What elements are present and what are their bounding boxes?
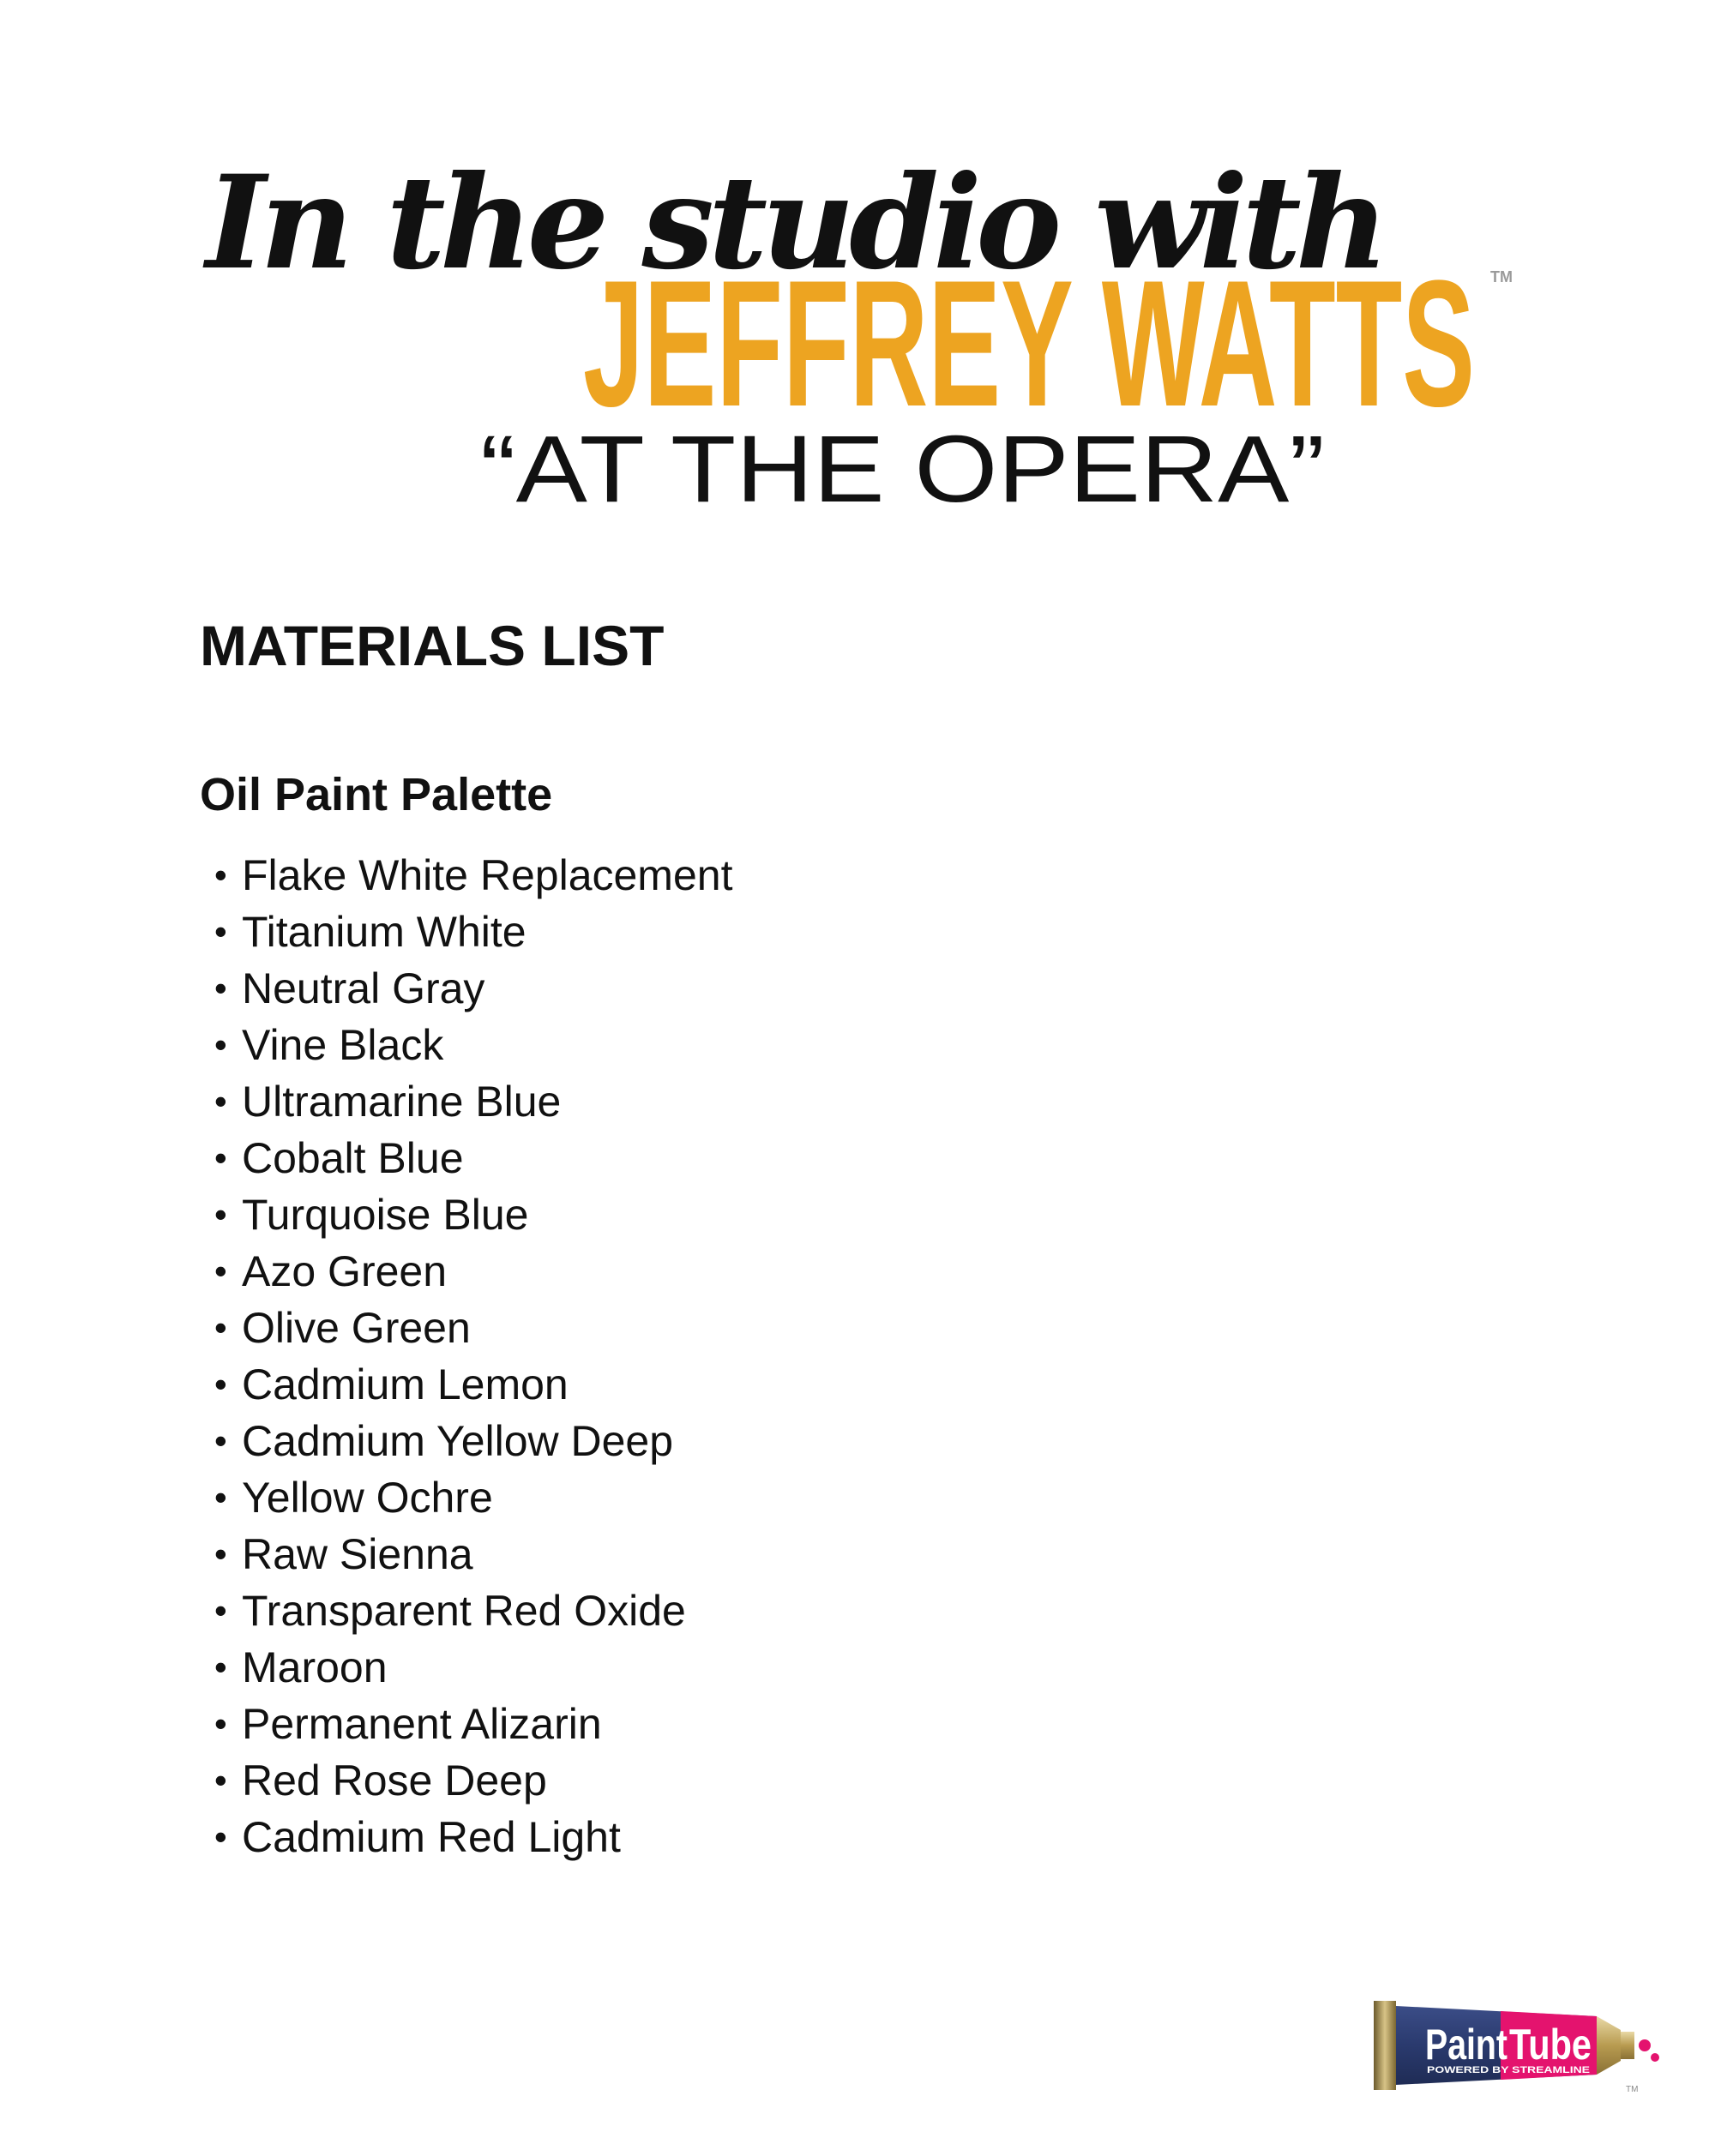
bullet: • xyxy=(214,1590,227,1631)
list-item xyxy=(214,1526,732,1582)
bullet: • xyxy=(214,1307,227,1348)
bullet: • xyxy=(214,1420,227,1461)
list-item xyxy=(214,1130,732,1186)
bullet: • xyxy=(214,1364,227,1404)
bullet: • xyxy=(214,1703,227,1744)
tube-crimp xyxy=(1374,2001,1396,2090)
paint-name: Maroon xyxy=(242,1643,388,1691)
list-item xyxy=(214,1073,732,1130)
bullet: • xyxy=(214,968,227,1008)
paint-drop xyxy=(1639,2039,1651,2051)
bullet: • xyxy=(214,1760,227,1800)
paint-name: Permanent Alizarin xyxy=(242,1700,602,1748)
artist-name-text: JEFFREY WATTS xyxy=(583,251,1475,423)
bullet: • xyxy=(214,1477,227,1517)
list-item xyxy=(214,847,732,904)
tube-cap xyxy=(1621,2032,1634,2059)
logo-tagline: POWERED BY STREAMLINE xyxy=(1427,2065,1590,2075)
list-item xyxy=(214,1243,732,1300)
bullet: • xyxy=(214,1534,227,1574)
paint-name: Yellow Ochre xyxy=(242,1474,493,1522)
paint-name: Azo Green xyxy=(242,1247,448,1295)
tube-shoulder xyxy=(1597,2016,1621,2075)
bullet: • xyxy=(214,1194,227,1234)
paint-name: Cadmium Yellow Deep xyxy=(242,1417,674,1465)
paint-name: Turquoise Blue xyxy=(242,1191,529,1239)
bullet: • xyxy=(214,855,227,895)
list-item xyxy=(214,1017,732,1073)
bullet: • xyxy=(214,1081,227,1121)
logo-text-paint: Paint xyxy=(1425,2021,1508,2069)
paint-name: Cadmium Red Light xyxy=(242,1813,621,1861)
paint-name: Ultramarine Blue xyxy=(242,1078,562,1126)
logo-tm: TM xyxy=(1626,2085,1639,2094)
list-item xyxy=(214,1639,732,1696)
paint-name: Cadmium Lemon xyxy=(242,1360,569,1408)
list-item xyxy=(214,960,732,1017)
bullet: • xyxy=(214,911,227,952)
paint-name: Titanium White xyxy=(242,908,527,956)
paint-name: Flake White Replacement xyxy=(242,851,733,899)
paint-name: Neutral Gray xyxy=(242,964,485,1012)
paint-list xyxy=(214,847,732,1865)
materials-list-heading: MATERIALS LIST xyxy=(200,614,665,677)
paint-tube-logo xyxy=(1372,1997,1664,2096)
paint-name: Red Rose Deep xyxy=(242,1757,547,1805)
list-item xyxy=(214,1809,732,1865)
bullet: • xyxy=(214,1138,227,1178)
list-item xyxy=(214,1752,732,1809)
list-item xyxy=(214,1356,732,1413)
list-item xyxy=(214,1582,732,1639)
paint-name: Raw Sienna xyxy=(242,1530,473,1578)
list-item xyxy=(214,1469,732,1526)
logo-text-tube: Tube xyxy=(1509,2021,1592,2069)
subtitle-text: “AT THE OPERA” xyxy=(480,417,1325,510)
paint-name: Transparent Red Oxide xyxy=(242,1587,686,1635)
script-title: In the studio with xyxy=(206,147,1383,298)
paint-name: Vine Black xyxy=(242,1021,444,1069)
subtitle xyxy=(480,416,1338,510)
list-item xyxy=(214,904,732,960)
list-item xyxy=(214,1696,732,1752)
paint-drop xyxy=(1651,2053,1659,2062)
bullet: • xyxy=(214,1647,227,1687)
bullet: • xyxy=(214,1024,227,1065)
list-item xyxy=(214,1300,732,1356)
paint-name: Cobalt Blue xyxy=(242,1134,464,1182)
trademark-mark: TM xyxy=(1490,268,1513,285)
artist-name xyxy=(583,251,1483,423)
paint-name: Olive Green xyxy=(242,1304,471,1352)
bullet: • xyxy=(214,1251,227,1291)
oil-paint-palette-heading: Oil Paint Palette xyxy=(200,769,553,820)
list-item xyxy=(214,1413,732,1469)
list-item xyxy=(214,1186,732,1243)
bullet: • xyxy=(214,1817,227,1857)
header-logo xyxy=(206,147,1526,519)
